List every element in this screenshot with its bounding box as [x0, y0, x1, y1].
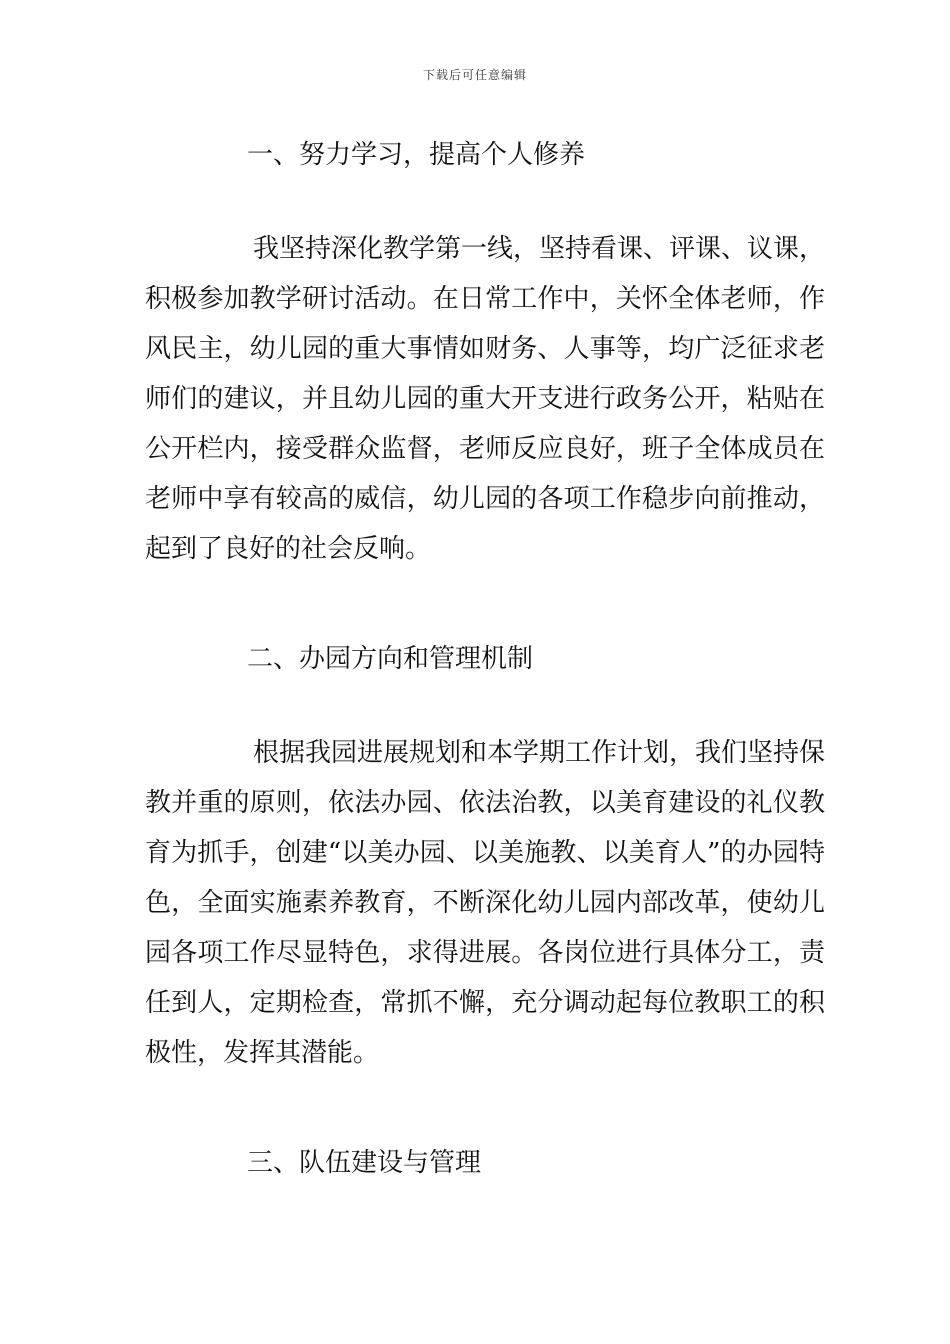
spacer: [145, 684, 825, 728]
section-heading-1: 一、努力学习，提高个人修养: [247, 140, 586, 170]
spacer: [145, 574, 825, 624]
section-paragraph-1: 我坚持深化教学第一线，坚持看课、评课、议课，积极参加教学研讨活动。在日常工作中，关怀全体老师，作风民主，幼儿园的重大事情如财务、人事等，均广泛征求老师们的建议，并且幼儿园的重大开支进行政务公开，粘贴在公开栏内，接受群众监督，老师反应良好，班子全体成员在老师中享有较高的威信，幼儿园的各项工作稳步向前推动，起到了良好的社会反响。: [145, 234, 826, 564]
section-paragraph-2: 根据我园进展规划和本学期工作计划，我们坚持保教并重的原则，依法办园、依法治教，以美育建设的礼仪教育为抓手，创建“以美办园、以美施教、以美育人”的办园特色，全面实施素养教育，不断深化幼儿园内部改革，使幼儿园各项工作尽显特色，求得进展。各岗位进行具体分工，责任到人，定期检查，常抓不懈，充分调动起每位教职工的积极性，发挥其潜能。: [145, 738, 826, 1068]
spacer: [145, 1078, 825, 1128]
section-heading-2: 二、办园方向和管理机制: [247, 644, 534, 674]
spacer: [145, 180, 825, 224]
section-heading-3: 三、队伍建设与管理: [247, 1148, 482, 1178]
header-note: 下载后可任意编辑: [422, 68, 527, 82]
document-body: [145, 120, 825, 1188]
